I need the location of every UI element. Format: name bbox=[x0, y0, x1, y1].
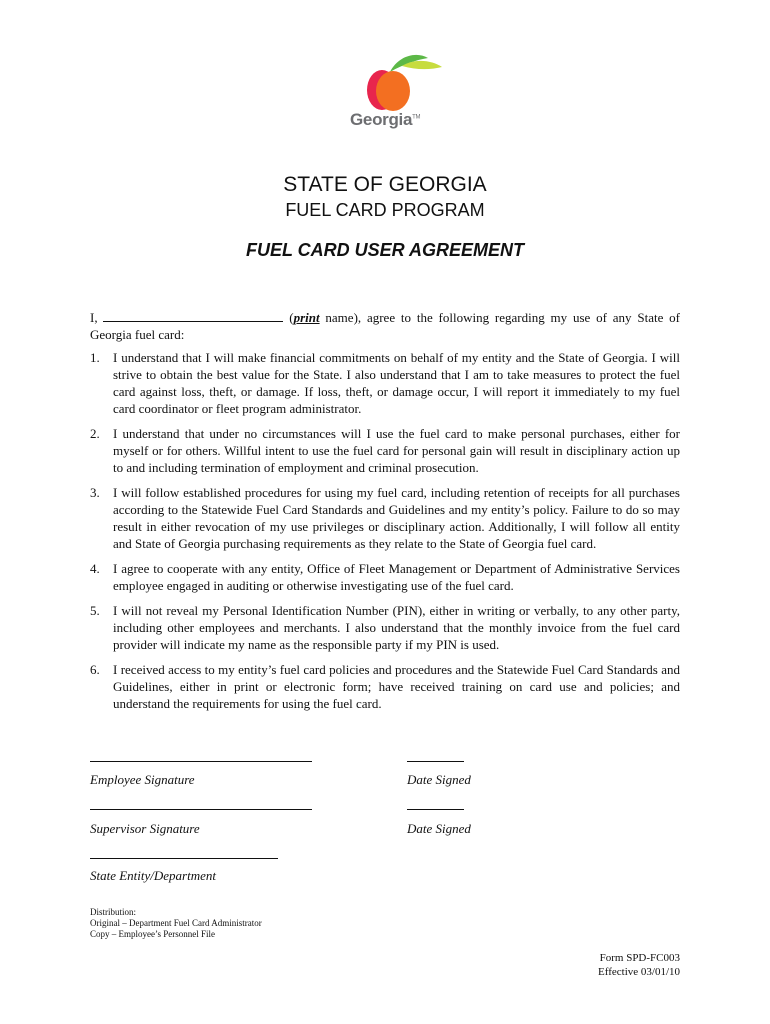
print-emphasis: print bbox=[293, 310, 320, 325]
list-item: 5. I will not reveal my Personal Identification Number (PIN), either in writing or verbally, to any other party, including other employees and merchants. I also understand that the monthly invoice from the fuel card provider will indicate my name as the responsible party if my PIN is used. bbox=[90, 603, 680, 652]
agreement-terms-list bbox=[90, 349, 680, 720]
supervisor-date-line[interactable] bbox=[407, 809, 464, 810]
list-item: 1. I understand that I will make financial commitments on behalf of my entity and the State of Georgia. I will strive to obtain the best value for the State. I also understand that I am to take measures to protect the fuel card against loss, theft, or damage. If loss, theft, or damage occur, I will report it immediately to my fuel card coordinator or fleet program administrator. bbox=[90, 350, 680, 416]
state-title: STATE OF GEORGIA bbox=[283, 173, 487, 196]
distribution-copy: Copy – Employee’s Personnel File bbox=[90, 929, 215, 939]
print-name-blank[interactable] bbox=[103, 310, 283, 322]
distribution-note bbox=[90, 907, 262, 940]
distribution-title: Distribution: bbox=[90, 907, 137, 917]
logo-wordmark: Georgia™ bbox=[350, 110, 421, 129]
list-item: 2. I understand that under no circumstances will I use the fuel card to make personal purchases, either for myself or for others. Willful intent to use the fuel card for personal gain will result in disciplinary action up to and including termination of employment and criminal prosecution. bbox=[90, 426, 680, 475]
supervisor-signature-label: Supervisor Signature bbox=[90, 821, 200, 836]
employee-signature-line[interactable] bbox=[90, 761, 312, 762]
employee-date-line[interactable] bbox=[407, 761, 464, 762]
supervisor-signature-line[interactable] bbox=[90, 809, 312, 810]
entity-department-label: State Entity/Department bbox=[90, 868, 217, 883]
entity-department-line[interactable] bbox=[90, 858, 278, 859]
form-number: Form SPD-FC003 bbox=[599, 952, 680, 964]
intro-paragraph: I, (print name), agree to the following regarding my use of any State of Georgia fuel card: bbox=[90, 310, 681, 342]
form-effective-date: Effective 03/01/10 bbox=[598, 966, 680, 978]
employee-date-label: Date Signed bbox=[407, 772, 471, 787]
program-title: FUEL CARD PROGRAM bbox=[285, 200, 485, 220]
distribution-original: Original – Department Fuel Card Administrator bbox=[90, 918, 262, 928]
list-item: 6. I received access to my entity’s fuel card policies and procedures and the Statewide Fuel Card Standards and Guidelines, either in print or electronic form; have received training on card use and policies; and understand the requirements for using the fuel card. bbox=[90, 662, 680, 711]
list-item: 3. I will follow established procedures for using my fuel card, including retention of receipts for all purchases according to the Statewide Fuel Card Standards and Guidelines and my entity’s policy. Failure to do so may result in either revocation of my use privileges or disciplinary action. Additionally, I will follow all entity and State of Georgia purchasing requirements as they relate to the State of Georgia fuel card. bbox=[90, 485, 680, 551]
employee-signature-label: Employee Signature bbox=[90, 772, 195, 787]
form-identifier bbox=[598, 951, 680, 979]
agreement-title: FUEL CARD USER AGREEMENT bbox=[245, 240, 524, 260]
supervisor-date-label: Date Signed bbox=[407, 821, 471, 836]
list-item: 4. I agree to cooperate with any entity, Office of Fleet Management or Department of Administrative Services employee engaged in auditing or otherwise investigating use of the fuel card. bbox=[90, 561, 680, 593]
